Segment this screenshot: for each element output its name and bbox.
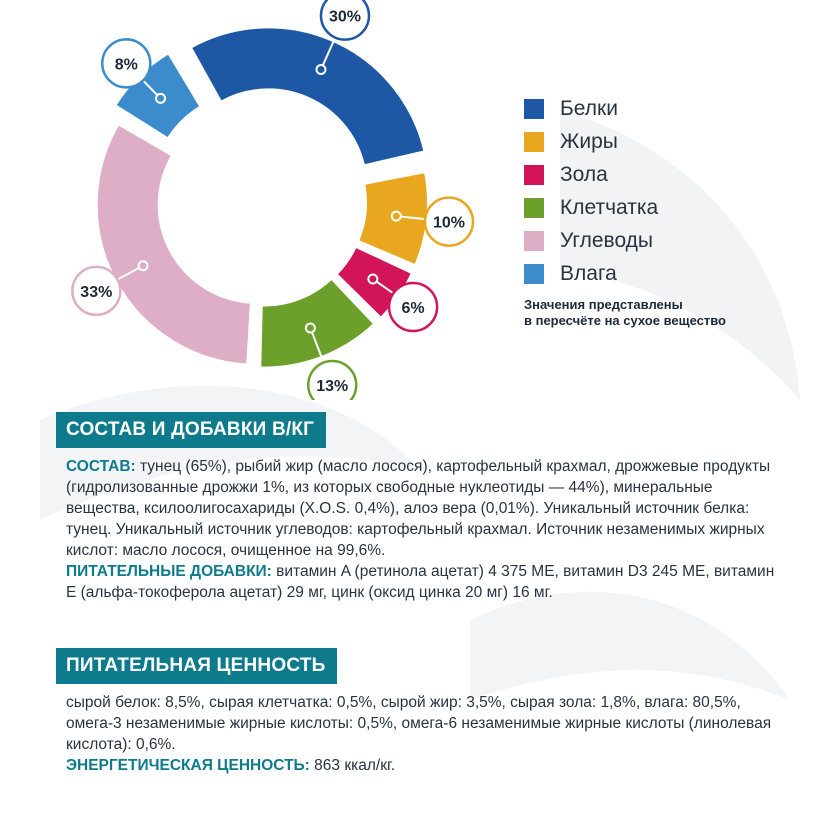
legend-swatch: [524, 231, 544, 251]
nutrition-text: сырой белок: 8,5%, сырая клетчатка: 0,5%, сырой жир: 3,5%, сырая зола: 1,8%, влага: 80,5%, омега-3 незаменимые жирные кислоты: 0,5%, омега-6 незаменимые жирные кислоты (линолевая кислота): 0,6%.: [66, 694, 772, 753]
callout-dot-5: [139, 261, 148, 270]
legend-item-2: [524, 125, 804, 158]
data-label-1: 30%: [328, 8, 361, 26]
legend-label: Белки: [560, 96, 618, 120]
legend-label: Влага: [560, 261, 617, 285]
legend-swatch: [524, 165, 544, 185]
energy-text: 863 ккал/кг.: [309, 757, 396, 774]
data-label-4: 13%: [316, 377, 349, 395]
legend-swatch: [524, 264, 544, 284]
nutrition-text-block: [66, 692, 786, 776]
callout-dot-4: [306, 324, 315, 333]
legend-item-4: [524, 191, 804, 224]
data-label-2: 10%: [432, 214, 465, 232]
legend-swatch: [524, 198, 544, 218]
callout-dot-1: [316, 65, 325, 74]
composition-text-block: [66, 456, 786, 603]
legend-label: Клетчатка: [560, 195, 659, 219]
data-label-6: 8%: [114, 56, 138, 74]
legend-label: Жиры: [560, 129, 618, 153]
composition-text: тунец (65%), рыбий жир (масло лосося), картофельный крахмал, дрожжевые продукты (гидролизованные дрожжи 1%, из которых свободные нуклеотиды — 44%), минеральные вещества, ксилоолигосахариды (X.O.S. 0,4%), алоэ вера (0,01%). Уникальный источник белка: тунец. Уникальный источник углеводов: картофельный крахмал. Источник незаменимых жирных кислот: масло лосося, очищенное на 99,6%.: [66, 458, 771, 559]
legend-item-3: [524, 158, 804, 191]
data-label-5: 33%: [80, 283, 113, 301]
legend-label: Зола: [560, 162, 608, 186]
donut-slice-1: [191, 27, 424, 165]
legend-label: Углеводы: [560, 228, 654, 252]
legend-item-1: [524, 92, 804, 125]
callout-dot-3: [368, 275, 377, 284]
legend-item-6: [524, 257, 804, 290]
chart-legend: [524, 92, 804, 290]
legend-note: Значения представлены в пересчёте на сухое вещество: [524, 297, 727, 328]
composition-section-header: СОСТАВ И ДОБАВКИ В/КГ: [56, 412, 326, 448]
nutrition-section-header: ПИТАТЕЛЬНАЯ ЦЕННОСТЬ: [56, 648, 337, 684]
composition-label: СОСТАВ:: [66, 458, 136, 475]
data-label-3: 6%: [401, 300, 425, 318]
legend-swatch: [524, 99, 544, 119]
legend-item-5: [524, 224, 804, 257]
callout-dot-2: [392, 212, 401, 221]
energy-label: ЭНЕРГЕТИЧЕСКАЯ ЦЕННОСТЬ:: [66, 757, 310, 774]
additives-text: витамин A (ретинола ацетат) 4 375 МЕ, витамин D3 245 МЕ, витамин E (альфа-токоферола ацетат) 29 мг, цинк (оксид цинка 20 мг) 16 мг.: [66, 563, 775, 601]
callout-dot-6: [156, 94, 165, 103]
legend-swatch: [524, 132, 544, 152]
donut-slice-5: [97, 124, 251, 364]
additives-label: ПИТАТЕЛЬНЫЕ ДОБАВКИ:: [66, 563, 272, 580]
